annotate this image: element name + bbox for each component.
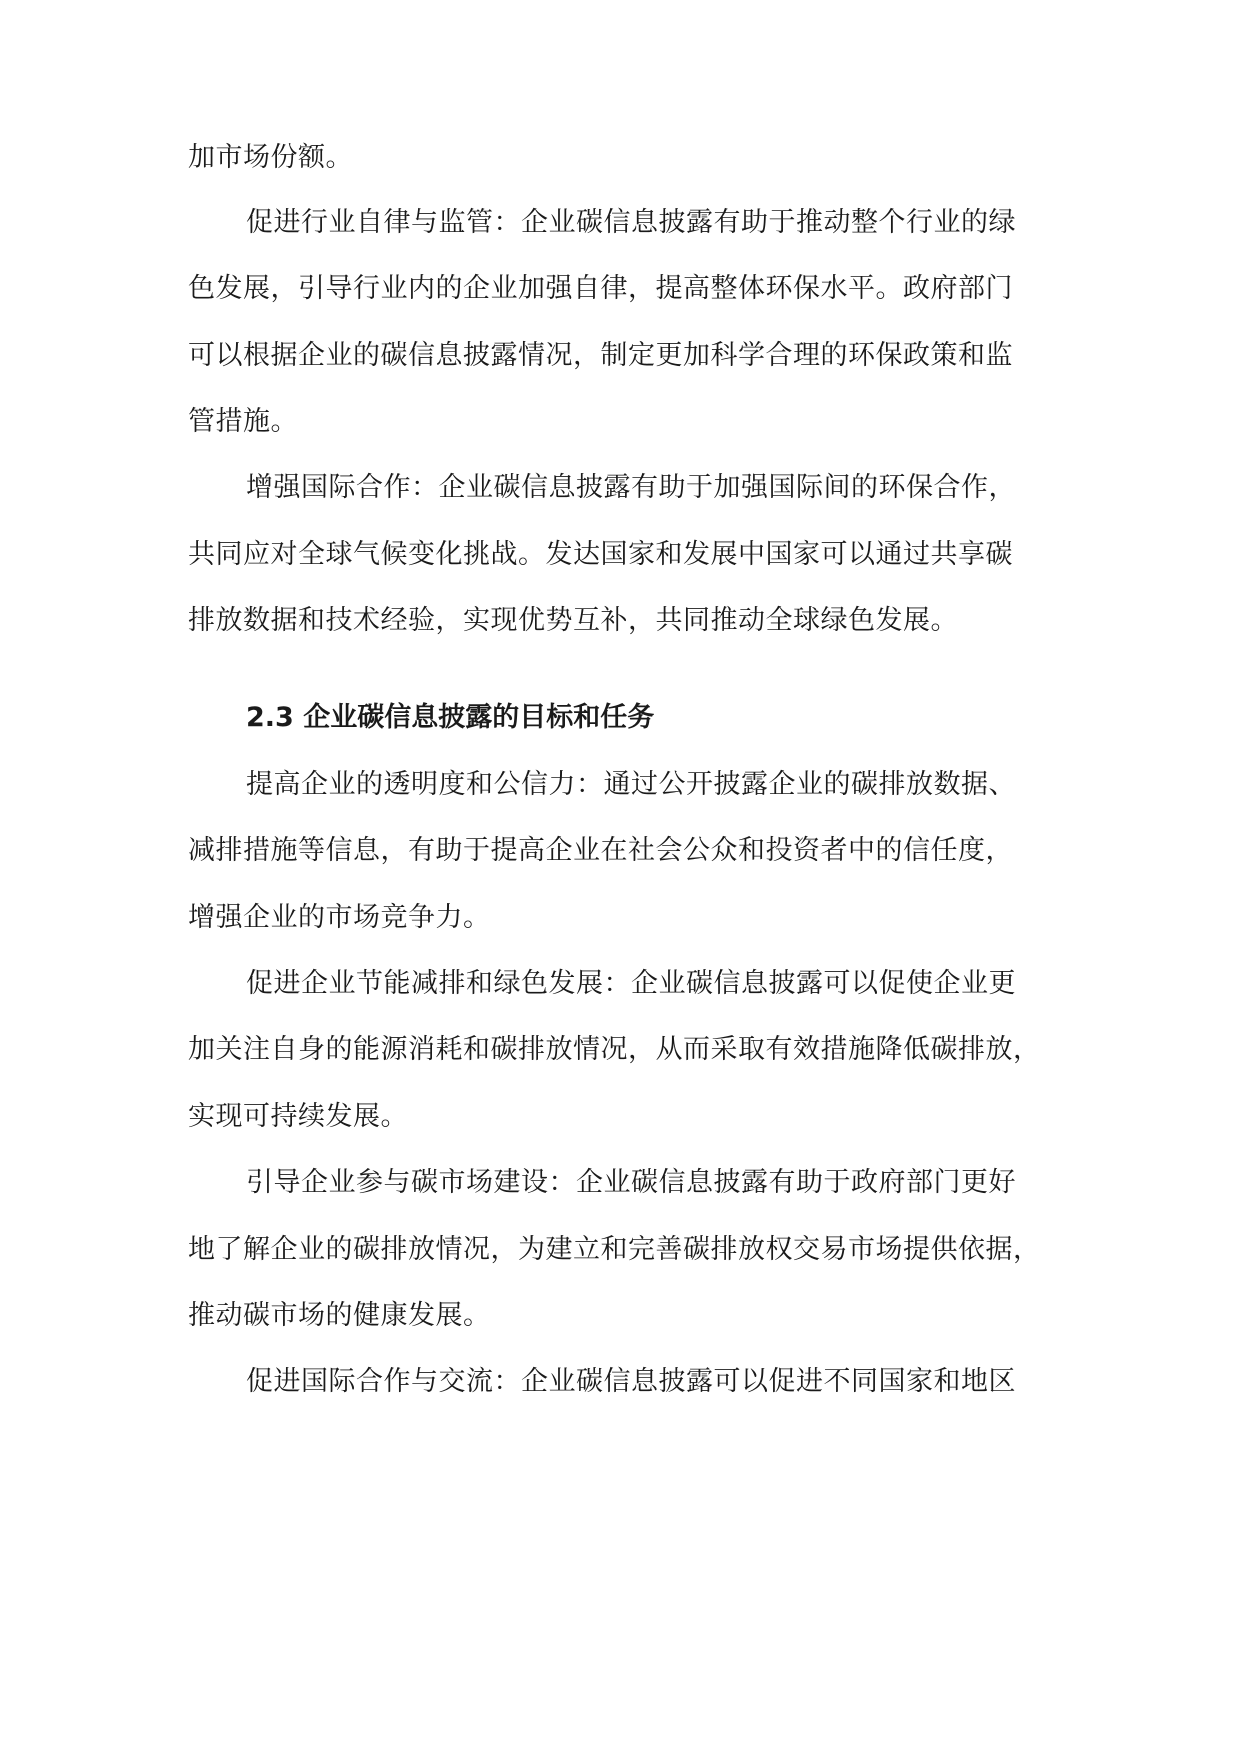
- text-line: 管措施。: [188, 406, 298, 437]
- text-line: 可以根据企业的碳信息披露情况，制定更加科学合理的环保政策和监: [188, 340, 1013, 371]
- paragraph-first-line: 提高企业的透明度和公信力：通过公开披露企业的碳排放数据、: [246, 769, 1016, 800]
- text-line: 色发展，引导行业内的企业加强自律，提高整体环保水平。政府部门: [188, 273, 1013, 304]
- paragraph-first-line: 促进国际合作与交流：企业碳信息披露可以促进不同国家和地区: [246, 1366, 1016, 1397]
- text-line: 减排措施等信息，有助于提高企业在社会公众和投资者中的信任度，: [188, 835, 1013, 866]
- text-line: 共同应对全球气候变化挑战。发达国家和发展中国家可以通过共享碳: [188, 539, 1013, 570]
- text-line: 实现可持续发展。: [188, 1101, 408, 1132]
- text-line: 加市场份额。: [188, 142, 353, 173]
- paragraph-first-line: 引导企业参与碳市场建设：企业碳信息披露有助于政府部门更好: [246, 1167, 1016, 1198]
- text-line: 增强企业的市场竞争力。: [188, 902, 491, 933]
- paragraph-first-line: 增强国际合作：企业碳信息披露有助于加强国际间的环保合作，: [246, 472, 1016, 503]
- text-line: 地了解企业的碳排放情况，为建立和完善碳排放权交易市场提供依据，: [188, 1234, 1041, 1265]
- paragraph-first-line: 促进企业节能减排和绿色发展：企业碳信息披露可以促使企业更: [246, 968, 1016, 999]
- text-line: 排放数据和技术经验，实现优势互补，共同推动全球绿色发展。: [188, 605, 958, 636]
- text-line: 推动碳市场的健康发展。: [188, 1300, 491, 1331]
- section-heading: 2.3 企业碳信息披露的目标和任务: [246, 702, 655, 733]
- paragraph-first-line: 促进行业自律与监管：企业碳信息披露有助于推动整个行业的绿: [246, 207, 1016, 238]
- text-line: 加关注自身的能源消耗和碳排放情况，从而采取有效措施降低碳排放，: [188, 1034, 1041, 1065]
